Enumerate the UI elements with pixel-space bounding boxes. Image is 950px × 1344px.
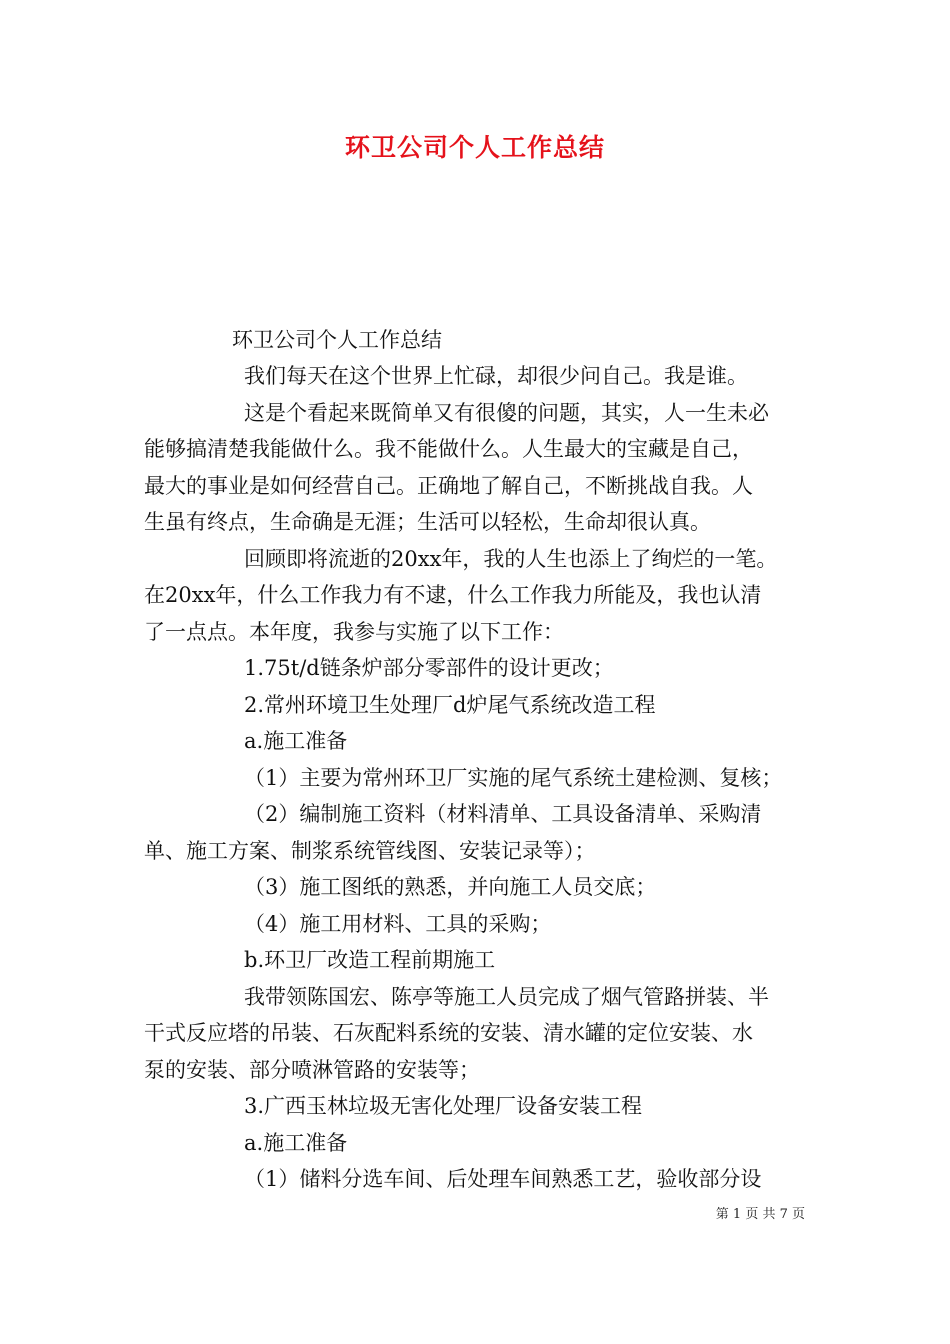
body-line: 了一点点。本年度，我参与实施了以下工作： [144, 620, 564, 644]
body-line: 最大的事业是如何经营自己。正确地了解自己，不断挑战自我。人 [144, 474, 753, 498]
body-line: 我们每天在这个世界上忙碌，却很少问自己。我是谁。 [244, 364, 748, 388]
body-line: （3）施工图纸的熟悉，并向施工人员交底； [244, 875, 657, 899]
body-line: 3.广西玉林垃圾无害化处理厂设备安装工程 [244, 1094, 643, 1118]
body-line: （4）施工用材料、工具的采购； [244, 912, 552, 936]
body-line: a.施工准备 [244, 1131, 348, 1155]
body-line: 能够搞清楚我能做什么。我不能做什么。人生最大的宝藏是自己， [144, 437, 753, 461]
body-line: 2.常州环境卫生处理厂d炉尾气系统改造工程 [244, 693, 656, 717]
body-line: 干式反应塔的吊装、石灰配料系统的安装、清水罐的定位安装、水 [144, 1021, 753, 1045]
body-line: 回顾即将流逝的20xx年，我的人生也添上了绚烂的一笔。 [244, 547, 778, 571]
body-line: b.环卫厂改造工程前期施工 [244, 948, 496, 972]
document-title: 环卫公司个人工作总结 [344, 133, 605, 162]
body-line: 环卫公司个人工作总结 [232, 328, 442, 352]
body-line: 这是个看起来既简单又有很傻的问题，其实，人一生未必 [244, 401, 769, 425]
body-line: 泵的安装、部分喷淋管路的安装等； [144, 1058, 480, 1082]
body-line: （2）编制施工资料（材料清单、工具设备清单、采购清 [244, 802, 762, 826]
body-line: 我带领陈国宏、陈亭等施工人员完成了烟气管路拼装、半 [244, 985, 769, 1009]
page-footer: 第 1 页 共 7 页 [715, 1207, 805, 1222]
body-line: a.施工准备 [244, 729, 348, 753]
body-line: 1.75t/d链条炉部分零部件的设计更改； [244, 656, 614, 680]
body-line: （1）储料分选车间、后处理车间熟悉工艺，验收部分设 [244, 1167, 762, 1191]
body-line: （1）主要为常州环卫厂实施的尾气系统土建检测、复核； [244, 766, 783, 790]
body-line: 单、施工方案、制浆系统管线图、安装记录等）； [144, 839, 596, 863]
body-line: 生虽有终点，生命确是无涯；生活可以轻松，生命却很认真。 [144, 510, 711, 534]
body-line: 在20xx年，什么工作我力有不逮，什么工作我力所能及，我也认清 [144, 583, 762, 607]
